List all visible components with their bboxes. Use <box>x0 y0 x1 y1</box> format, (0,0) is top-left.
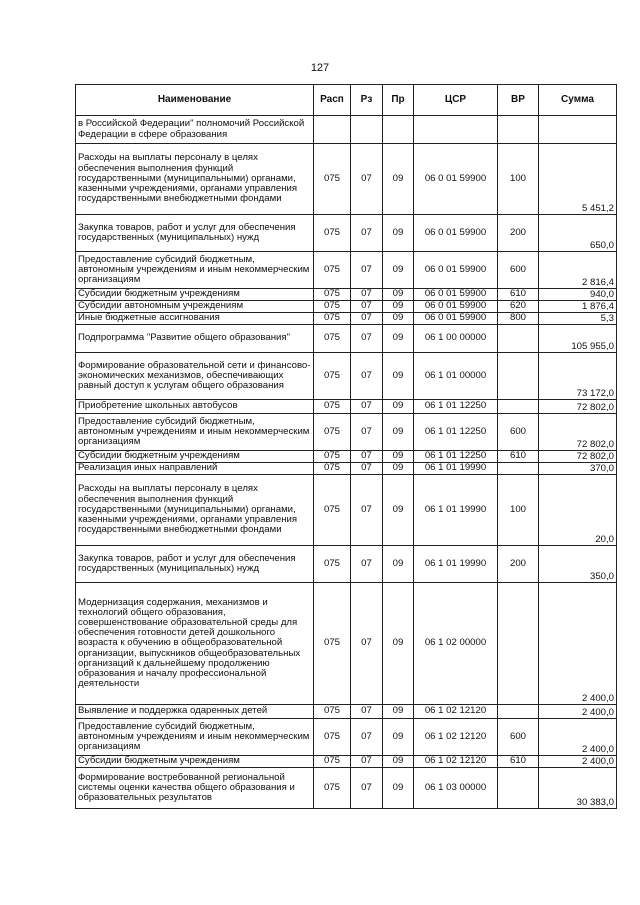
row-rz: 07 <box>351 768 383 809</box>
row-csr: 06 1 01 19990 <box>414 546 498 583</box>
row-pr: 09 <box>383 546 414 583</box>
row-sum: 2 400,0 <box>539 705 617 719</box>
row-sum: 72 802,0 <box>539 400 617 414</box>
row-sum: 105 955,0 <box>539 325 617 353</box>
row-name: в Российской Федерации" полномочий Российской Федерации в сфере образования <box>76 116 314 144</box>
row-rasp: 075 <box>314 414 351 451</box>
row-name: Закупка товаров, работ и услуг для обеспечения государственных (муниципальных) нужд <box>76 546 314 583</box>
row-csr: 06 1 02 12120 <box>414 705 498 719</box>
row-rasp: 075 <box>314 144 351 215</box>
row-vr: 610 <box>498 451 539 463</box>
row-name: Субсидии бюджетным учреждениям <box>76 451 314 463</box>
row-rasp: 075 <box>314 475 351 546</box>
table-row <box>76 252 617 289</box>
row-name: Закупка товаров, работ и услуг для обеспечения государственных (муниципальных) нужд <box>76 215 314 252</box>
row-rz: 07 <box>351 301 383 313</box>
row-pr <box>383 116 414 144</box>
row-csr: 06 1 01 19990 <box>414 475 498 546</box>
row-csr: 06 1 02 00000 <box>414 583 498 705</box>
row-rasp: 075 <box>314 756 351 768</box>
budget-table <box>75 84 617 809</box>
row-csr: 06 0 01 59900 <box>414 144 498 215</box>
row-rz: 07 <box>351 756 383 768</box>
row-name: Приобретение школьных автобусов <box>76 400 314 414</box>
row-name: Расходы на выплаты персоналу в целях обеспечения выполнения функций государственными (муниципальными) органами, казенными учреждениями, органами управления государственными внебюджетными фондами <box>76 144 314 215</box>
table-row <box>76 546 617 583</box>
table-row <box>76 325 617 353</box>
table-row <box>76 719 617 756</box>
row-sum: 370,0 <box>539 463 617 475</box>
row-pr: 09 <box>383 301 414 313</box>
row-rz <box>351 116 383 144</box>
row-pr: 09 <box>383 414 414 451</box>
page-number: 127 <box>310 62 330 74</box>
row-pr: 09 <box>383 719 414 756</box>
row-vr: 620 <box>498 301 539 313</box>
row-vr: 610 <box>498 289 539 301</box>
row-sum: 72 802,0 <box>539 451 617 463</box>
row-rz: 07 <box>351 252 383 289</box>
row-pr: 09 <box>383 144 414 215</box>
table-row <box>76 451 617 463</box>
table-row <box>76 705 617 719</box>
table-row <box>76 313 617 325</box>
row-csr: 06 0 01 59900 <box>414 289 498 301</box>
row-rz: 07 <box>351 546 383 583</box>
row-name: Предоставление субсидий бюджетным, автономным учреждениям и иным некоммерческим организациям <box>76 719 314 756</box>
column-header-vr: ВР <box>498 85 539 116</box>
row-sum: 73 172,0 <box>539 353 617 400</box>
row-rz: 07 <box>351 144 383 215</box>
row-sum <box>539 116 617 144</box>
row-rasp: 075 <box>314 451 351 463</box>
row-rz: 07 <box>351 451 383 463</box>
row-rasp: 075 <box>314 215 351 252</box>
row-csr: 06 1 00 00000 <box>414 325 498 353</box>
table-row <box>76 414 617 451</box>
row-sum: 72 802,0 <box>539 414 617 451</box>
row-name: Иные бюджетные ассигнования <box>76 313 314 325</box>
column-header-sum: Сумма <box>539 85 617 116</box>
column-header-rz: Рз <box>351 85 383 116</box>
table-row <box>76 400 617 414</box>
table-row <box>76 215 617 252</box>
row-pr: 09 <box>383 756 414 768</box>
row-csr: 06 1 03 00000 <box>414 768 498 809</box>
row-vr <box>498 768 539 809</box>
row-pr: 09 <box>383 289 414 301</box>
row-sum: 5,3 <box>539 313 617 325</box>
row-vr <box>498 705 539 719</box>
row-vr: 600 <box>498 252 539 289</box>
row-csr: 06 0 01 59900 <box>414 252 498 289</box>
row-rz: 07 <box>351 289 383 301</box>
row-rasp: 075 <box>314 719 351 756</box>
row-rz: 07 <box>351 463 383 475</box>
row-pr: 09 <box>383 353 414 400</box>
row-vr: 100 <box>498 475 539 546</box>
row-vr <box>498 353 539 400</box>
row-name: Выявление и поддержка одаренных детей <box>76 705 314 719</box>
row-csr: 06 1 01 12250 <box>414 414 498 451</box>
row-name: Модернизация содержания, механизмов и технологий общего образования, совершенствование образовательной среды для обеспечения готовности детей дошкольного возраста к обучению в общеобразовательной организации, выпускников общеобразовательных организаций к дальнейшему продолжению образования и началу профессиональной деятельности <box>76 583 314 705</box>
row-vr: 600 <box>498 719 539 756</box>
row-rz: 07 <box>351 353 383 400</box>
row-name: Субсидии автономным учреждениям <box>76 301 314 313</box>
row-name: Предоставление субсидий бюджетным, автономным учреждениям и иным некоммерческим организациям <box>76 252 314 289</box>
table-row <box>76 289 617 301</box>
row-rasp: 075 <box>314 325 351 353</box>
table-row <box>76 583 617 705</box>
table-row <box>76 756 617 768</box>
row-name: Формирование образовательной сети и финансово-экономических механизмов, обеспечивающих равный доступ к услугам общего образования <box>76 353 314 400</box>
row-rasp: 075 <box>314 400 351 414</box>
row-pr: 09 <box>383 463 414 475</box>
row-name: Субсидии бюджетным учреждениям <box>76 289 314 301</box>
row-rasp: 075 <box>314 583 351 705</box>
row-rz: 07 <box>351 583 383 705</box>
row-sum: 5 451,2 <box>539 144 617 215</box>
row-rz: 07 <box>351 400 383 414</box>
row-csr: 06 0 01 59900 <box>414 215 498 252</box>
row-name: Расходы на выплаты персоналу в целях обеспечения выполнения функций государственными (муниципальными) органами, казенными учреждениями, органами управления государственными внебюджетными фондами <box>76 475 314 546</box>
row-sum: 650,0 <box>539 215 617 252</box>
row-csr: 06 0 01 59900 <box>414 301 498 313</box>
row-sum: 2 400,0 <box>539 583 617 705</box>
row-csr: 06 1 01 00000 <box>414 353 498 400</box>
table-row <box>76 353 617 400</box>
row-rasp <box>314 116 351 144</box>
row-rasp: 075 <box>314 705 351 719</box>
table-row <box>76 475 617 546</box>
row-vr <box>498 116 539 144</box>
row-csr: 06 1 02 12120 <box>414 719 498 756</box>
row-rasp: 075 <box>314 546 351 583</box>
table-row <box>76 301 617 313</box>
row-rasp: 075 <box>314 301 351 313</box>
row-vr: 610 <box>498 756 539 768</box>
row-pr: 09 <box>383 583 414 705</box>
row-pr: 09 <box>383 215 414 252</box>
row-name: Реализация иных направлений <box>76 463 314 475</box>
row-rz: 07 <box>351 705 383 719</box>
row-pr: 09 <box>383 252 414 289</box>
row-rz: 07 <box>351 313 383 325</box>
row-pr: 09 <box>383 451 414 463</box>
table-row <box>76 144 617 215</box>
column-header-name: Наименование <box>76 85 314 116</box>
row-rz: 07 <box>351 325 383 353</box>
row-rasp: 075 <box>314 252 351 289</box>
row-sum: 2 400,0 <box>539 719 617 756</box>
row-vr: 200 <box>498 215 539 252</box>
row-rasp: 075 <box>314 463 351 475</box>
row-vr: 800 <box>498 313 539 325</box>
row-rz: 07 <box>351 719 383 756</box>
row-csr: 06 1 01 12250 <box>414 400 498 414</box>
row-pr: 09 <box>383 705 414 719</box>
row-name: Формирование востребованной региональной системы оценки качества общего образования и образовательных результатов <box>76 768 314 809</box>
row-rasp: 075 <box>314 313 351 325</box>
row-pr: 09 <box>383 325 414 353</box>
row-rasp: 075 <box>314 353 351 400</box>
row-pr: 09 <box>383 313 414 325</box>
row-csr: 06 1 01 12250 <box>414 451 498 463</box>
row-rasp: 075 <box>314 768 351 809</box>
row-sum: 350,0 <box>539 546 617 583</box>
row-vr: 200 <box>498 546 539 583</box>
table-row <box>76 116 617 144</box>
row-vr: 600 <box>498 414 539 451</box>
row-rz: 07 <box>351 414 383 451</box>
row-sum: 940,0 <box>539 289 617 301</box>
row-name: Субсидии бюджетным учреждениям <box>76 756 314 768</box>
row-rasp: 075 <box>314 289 351 301</box>
row-vr <box>498 583 539 705</box>
table-header-row <box>76 85 617 116</box>
column-header-csr: ЦСР <box>414 85 498 116</box>
column-header-rasp: Расп <box>314 85 351 116</box>
row-sum: 2 816,4 <box>539 252 617 289</box>
row-vr: 100 <box>498 144 539 215</box>
column-header-pr: Пр <box>383 85 414 116</box>
table-row <box>76 463 617 475</box>
row-pr: 09 <box>383 768 414 809</box>
row-csr: 06 1 01 19990 <box>414 463 498 475</box>
row-pr: 09 <box>383 400 414 414</box>
row-sum: 20,0 <box>539 475 617 546</box>
row-vr <box>498 325 539 353</box>
table-row <box>76 768 617 809</box>
row-vr <box>498 463 539 475</box>
row-csr <box>414 116 498 144</box>
row-sum: 1 876,4 <box>539 301 617 313</box>
row-pr: 09 <box>383 475 414 546</box>
row-name: Предоставление субсидий бюджетным, автономным учреждениям и иным некоммерческим организациям <box>76 414 314 451</box>
row-sum: 2 400,0 <box>539 756 617 768</box>
row-rz: 07 <box>351 215 383 252</box>
row-csr: 06 1 02 12120 <box>414 756 498 768</box>
row-vr <box>498 400 539 414</box>
row-name: Подпрограмма "Развитие общего образования" <box>76 325 314 353</box>
row-sum: 30 383,0 <box>539 768 617 809</box>
row-rz: 07 <box>351 475 383 546</box>
row-csr: 06 0 01 59900 <box>414 313 498 325</box>
